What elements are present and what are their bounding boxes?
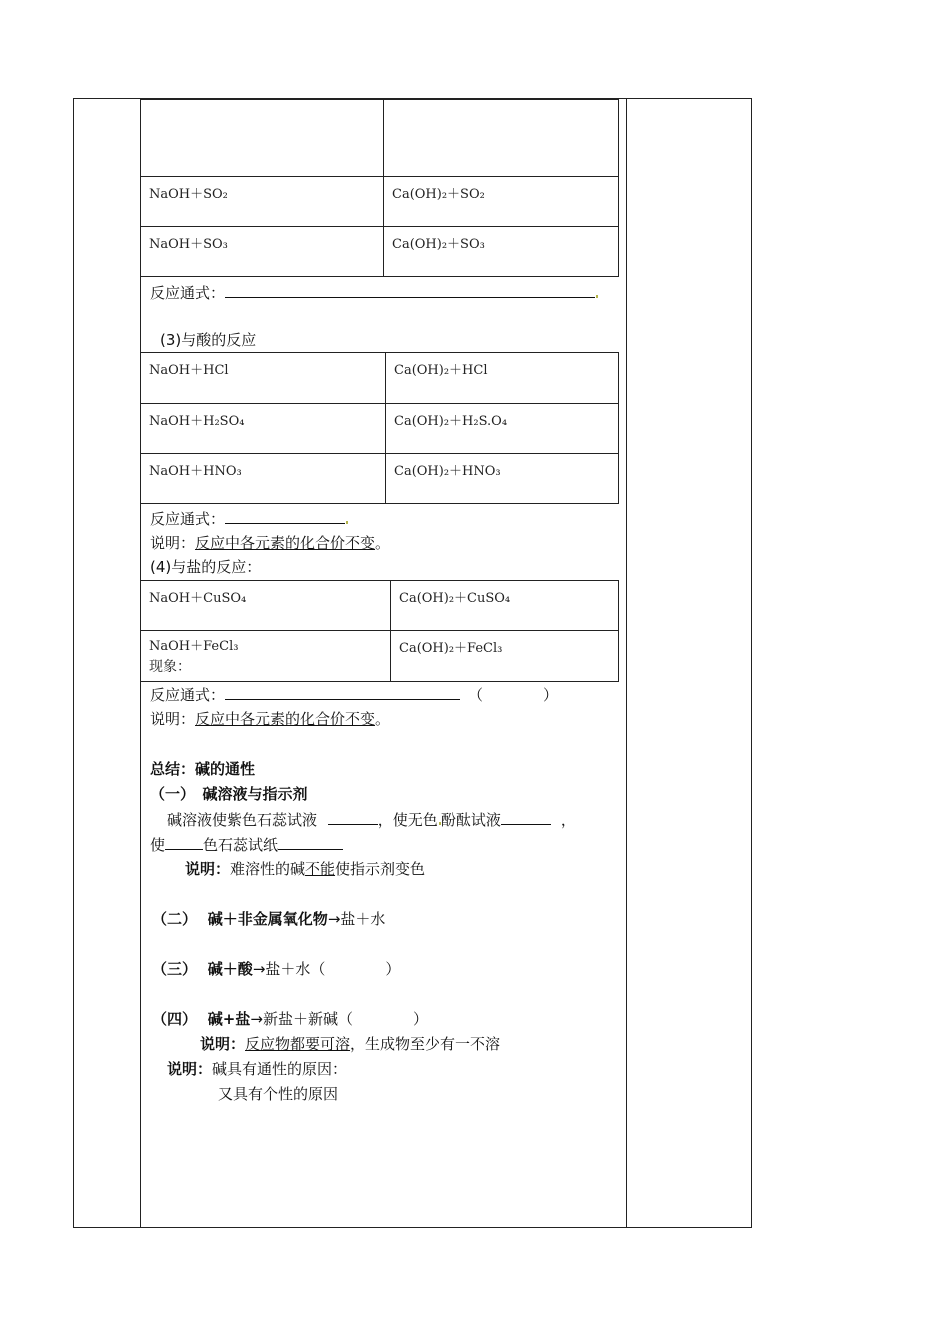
- table-cell: NaOH＋SO₃: [141, 227, 384, 277]
- salt-reaction-table: [140, 580, 619, 682]
- section-rest: →盐＋水: [327, 910, 386, 928]
- section-3: [152, 959, 400, 979]
- table-row: [141, 177, 619, 227]
- note-text: 反应中各元素的化合价不变: [195, 710, 376, 728]
- final-note-line-2: 又具有个性的原因: [218, 1085, 339, 1103]
- table-row: [141, 353, 619, 404]
- phenomenon-label: 现象：: [149, 659, 191, 675]
- section-1-line-2: [150, 834, 343, 855]
- section-1-line-1: [167, 809, 576, 830]
- text: ，生成物至少有一不溶: [350, 1035, 501, 1053]
- period: 。: [375, 710, 391, 728]
- table-cell: NaOH＋HNO₃: [141, 454, 386, 504]
- paren-blank: （ ）: [468, 686, 559, 704]
- table-row: [141, 100, 619, 177]
- general-formula-line-3: [150, 684, 558, 705]
- table-cell: [141, 100, 384, 177]
- note-label: 说明：: [200, 1035, 246, 1053]
- answer-blank[interactable]: [501, 809, 551, 825]
- summary-title: 总结：碱的通性: [150, 760, 256, 778]
- text: ，: [560, 811, 576, 829]
- section-4: [152, 1009, 428, 1029]
- table-row: [141, 404, 619, 454]
- oxide-reaction-table: [140, 99, 619, 277]
- section-number: （三）: [152, 960, 198, 978]
- table-row: [141, 227, 619, 277]
- general-formula-label: 反应通式：: [150, 284, 226, 302]
- general-formula-label: 反应通式：: [150, 686, 226, 704]
- table-cell: NaOH＋SO₂: [141, 177, 384, 227]
- text: 反应物都要可溶: [245, 1035, 351, 1053]
- final-note: [167, 1059, 347, 1079]
- answer-blank[interactable]: [165, 834, 203, 850]
- table-row: [141, 631, 619, 682]
- table-cell: NaOH＋H₂SO₄: [141, 404, 386, 454]
- table-cell: [141, 581, 391, 631]
- text: ，使无色: [377, 811, 438, 829]
- table-cell: Ca(OH)₂＋FeCl₃: [391, 631, 619, 682]
- table-cell: [384, 100, 619, 177]
- mark-dot: [596, 295, 598, 298]
- text: 使指示剂变色: [335, 860, 426, 878]
- reaction-text: NaOH＋CuSO₄: [149, 591, 247, 606]
- reaction-text: NaOH＋FeCl₃: [149, 639, 239, 654]
- note-label: 说明：: [150, 710, 196, 728]
- table-cell: NaOH＋HCl: [141, 353, 386, 404]
- text: 色石蕊试纸: [203, 836, 279, 854]
- answer-blank[interactable]: [278, 834, 343, 850]
- section-rest: →新盐＋新碱（ ）: [250, 1010, 428, 1028]
- table-cell: Ca(OH)₂＋SO₂: [384, 177, 619, 227]
- period: 。: [375, 534, 391, 552]
- table-row: [141, 581, 619, 631]
- table-row: [141, 454, 619, 504]
- table-cell: Ca(OH)₂＋HCl: [386, 353, 619, 404]
- text: 不能: [305, 860, 336, 878]
- answer-blank[interactable]: [328, 809, 378, 825]
- note-valence-1: [150, 533, 390, 553]
- section-bold: 碱＋酸: [207, 960, 253, 978]
- section-bold: 碱+盐: [207, 1010, 251, 1028]
- general-formula-line-1: [150, 282, 598, 303]
- note-label: 说明：: [150, 534, 196, 552]
- section-4-note: [200, 1034, 500, 1054]
- section-number: （四）: [152, 1010, 198, 1028]
- text: 使: [150, 836, 166, 854]
- section-2: [152, 909, 385, 929]
- text: 酚酞试液: [440, 811, 501, 829]
- table-cell: Ca(OH)₂＋HNO₃: [386, 454, 619, 504]
- mark-dot: [346, 521, 348, 524]
- note-valence-2: [150, 709, 390, 729]
- table-cell: [141, 631, 391, 682]
- text: 碱具有通性的原因：: [212, 1060, 348, 1078]
- section-rest: →盐＋水（ ）: [252, 960, 401, 978]
- note-label: 说明：: [185, 860, 231, 878]
- general-formula-label: 反应通式：: [150, 510, 226, 528]
- text: 碱溶液使紫色石蕊试液: [167, 811, 318, 829]
- answer-blank[interactable]: [225, 282, 595, 298]
- section-1-note: [185, 859, 425, 879]
- section-1-heading: （一） 碱溶液与指示剂: [150, 785, 308, 803]
- table-cell: Ca(OH)₂＋SO₃: [384, 227, 619, 277]
- salt-heading: (4)与盐的反应：: [150, 558, 262, 576]
- answer-blank[interactable]: [225, 508, 345, 524]
- acid-reaction-table: [140, 352, 619, 504]
- note-label: 说明：: [167, 1060, 213, 1078]
- table-cell: Ca(OH)₂＋H₂S.O₄: [386, 404, 619, 454]
- table-cell: Ca(OH)₂＋CuSO₄: [391, 581, 619, 631]
- text: 难溶性的碱: [230, 860, 306, 878]
- general-formula-line-2: [150, 508, 348, 529]
- answer-blank[interactable]: [225, 684, 460, 700]
- right-column-divider: [626, 98, 627, 1228]
- section-number: （二）: [152, 910, 198, 928]
- section-bold: 碱＋非金属氧化物: [207, 910, 328, 928]
- acid-heading: (3)与酸的反应: [160, 331, 257, 349]
- note-text: 反应中各元素的化合价不变: [195, 534, 376, 552]
